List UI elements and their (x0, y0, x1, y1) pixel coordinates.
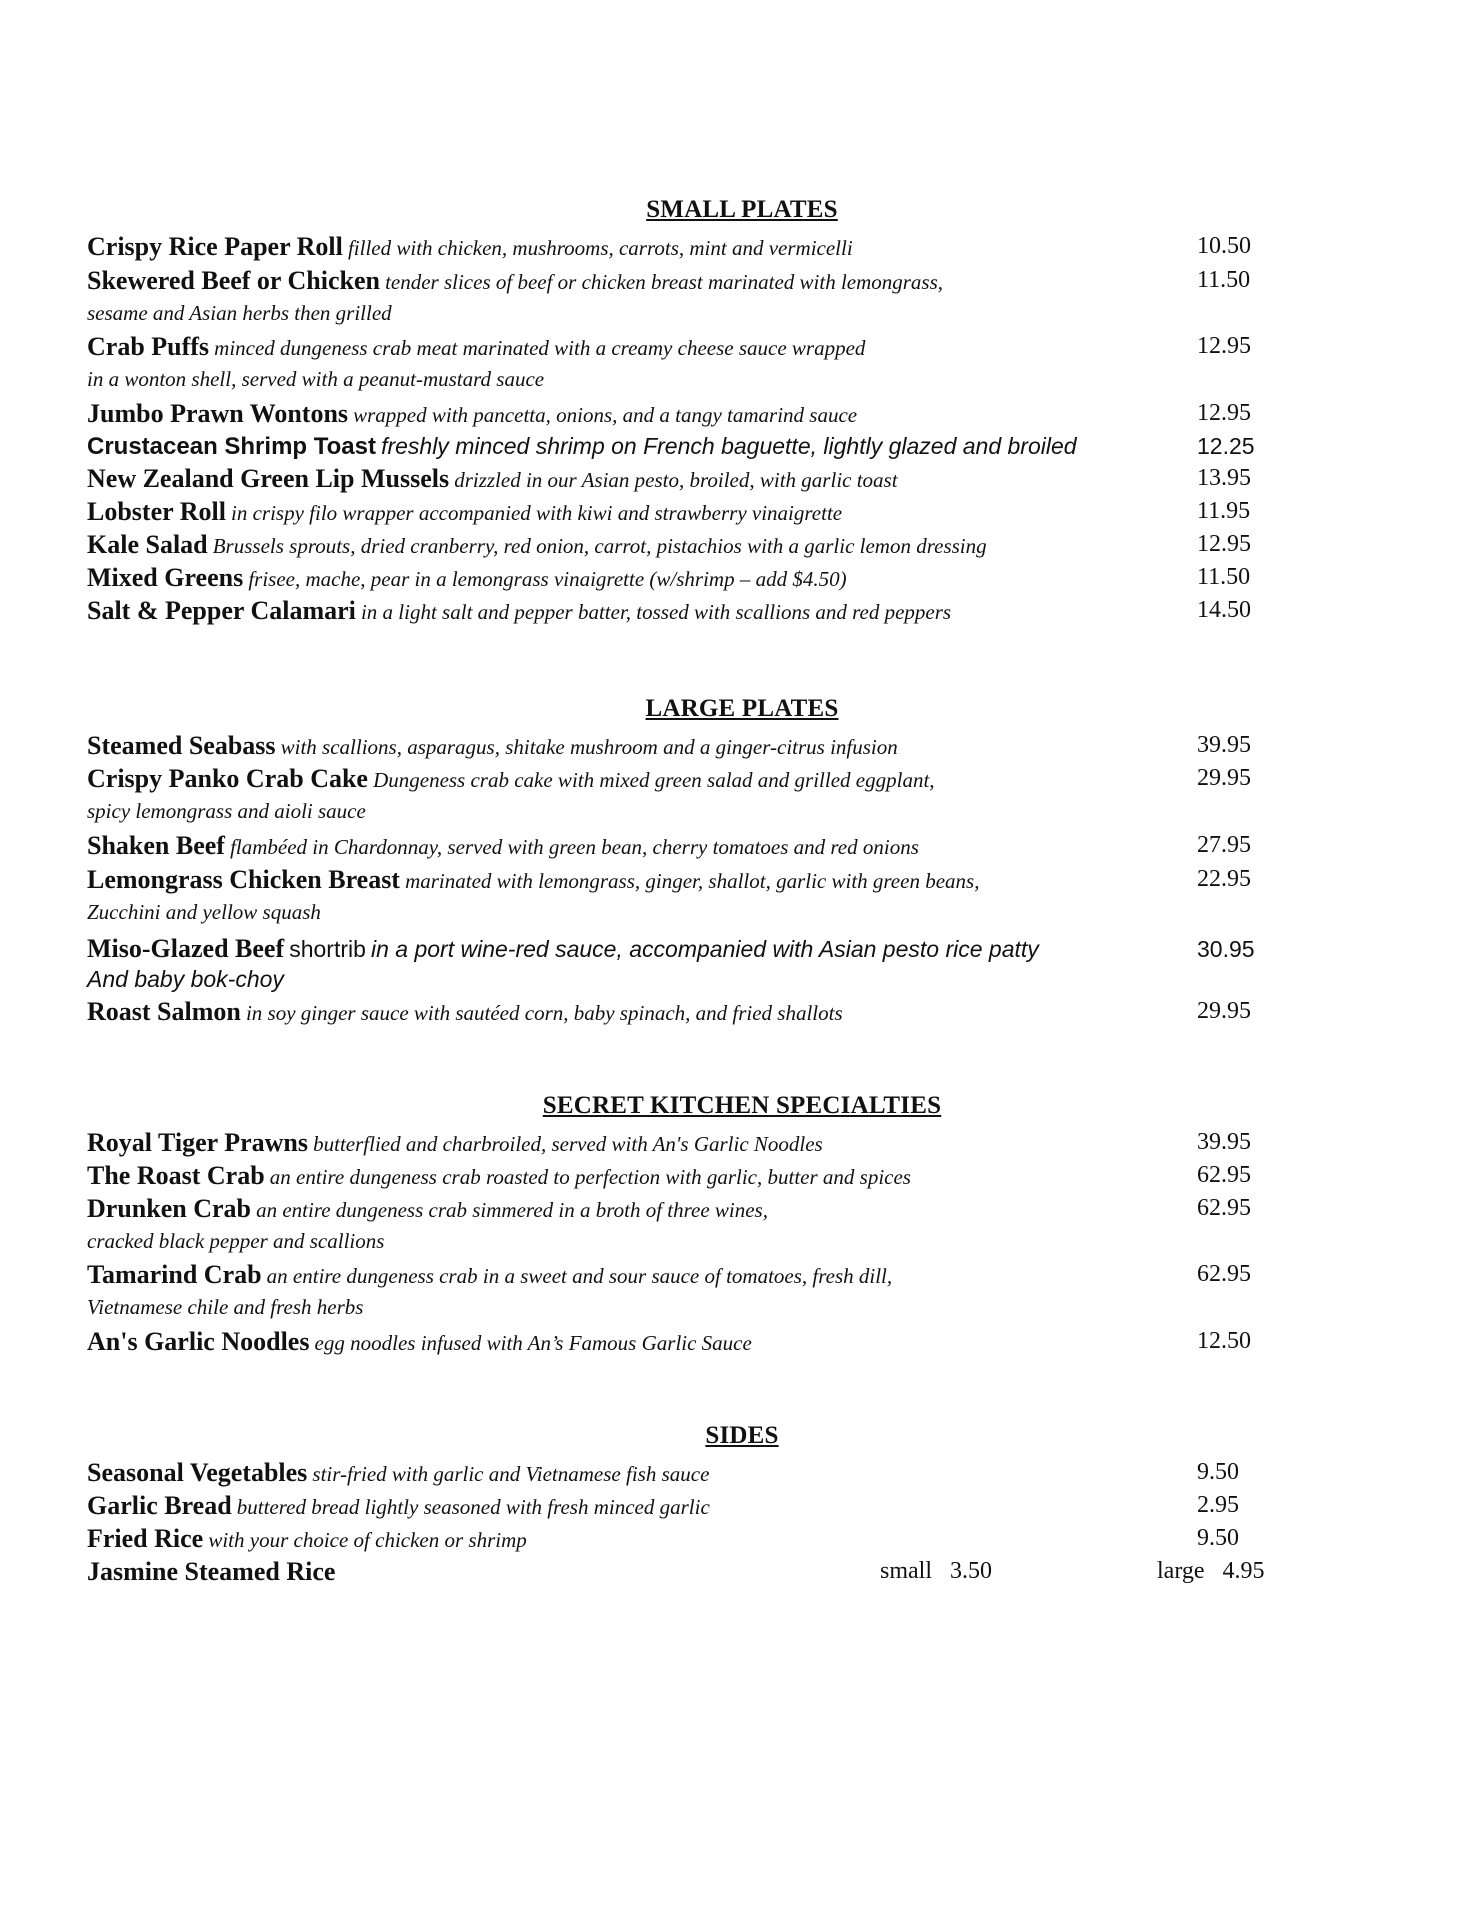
menu-item (87, 762, 1307, 828)
size-large-label: large (1157, 1558, 1205, 1584)
item-name: Roast Salmon (87, 997, 241, 1026)
item-name: Tamarind Crab (87, 1260, 262, 1289)
item-price: 14.50 (1197, 597, 1251, 623)
item-description: freshly minced shrimp on French baguette, lightly glazed and broiled (381, 433, 1077, 459)
menu-item (87, 995, 1307, 1028)
item-description: with scallions, asparagus, shitake mushroom and a ginger-citrus infusion (280, 735, 898, 759)
item-price: 12.95 (1197, 531, 1251, 557)
size-large (1157, 1555, 1265, 1588)
item-price: 11.50 (1197, 564, 1251, 590)
menu-item (87, 561, 1307, 594)
item-description: wrapped with pancetta, onions, and a tangy tamarind sauce (353, 403, 858, 427)
menu-item (87, 528, 1307, 561)
size-small (880, 1555, 992, 1588)
item-price: 39.95 (1197, 732, 1251, 758)
menu-item (87, 495, 1307, 528)
item-price: 9.50 (1197, 1459, 1239, 1485)
menu-item (87, 430, 1307, 463)
menu-item (87, 829, 1307, 862)
item-description: in a light salt and pepper batter, tossed with scallions and red peppers (360, 600, 952, 624)
item-name: Lemongrass Chicken Breast (87, 865, 400, 894)
item-price: 62.95 (1197, 1195, 1251, 1221)
menu-item (87, 1126, 1307, 1159)
item-name: Jasmine Steamed Rice (87, 1557, 336, 1586)
menu-item (87, 1159, 1307, 1192)
item-price: 22.95 (1197, 866, 1251, 892)
item-name: Royal Tiger Prawns (87, 1128, 309, 1157)
item-description-continued: Vietnamese chile and fresh herbs (87, 1295, 364, 1319)
size-small-price: 3.50 (950, 1558, 992, 1584)
section-title-large-plates: LARGE PLATES (645, 695, 839, 722)
menu-item (87, 1489, 1307, 1522)
section-title-small-plates: SMALL PLATES (646, 196, 838, 223)
item-description-continued: And baby bok-choy (87, 966, 284, 992)
item-price: 30.95 (1197, 936, 1255, 962)
item-description: buttered bread lightly seasoned with fresh minced garlic (236, 1495, 710, 1519)
item-description: tender slices of beef or chicken breast marinated with lemongrass, (385, 270, 944, 294)
menu-item (87, 1258, 1307, 1324)
menu-item (87, 397, 1307, 430)
item-price: 39.95 (1197, 1129, 1251, 1155)
item-description: with your choice of chicken or shrimp (208, 1528, 527, 1552)
item-name: Crustacean Shrimp Toast (87, 433, 376, 460)
item-name: Lobster Roll (87, 497, 226, 526)
menu-item (87, 594, 1307, 627)
item-description: in a port wine-red sauce, accompanied with Asian pesto rice patty (371, 936, 1039, 962)
item-description: flambéed in Chardonnay, served with green bean, cherry tomatoes and red onions (230, 835, 919, 859)
item-description-plain: shortrib (289, 936, 366, 962)
item-name: Shaken Beef (87, 831, 225, 860)
item-price: 11.50 (1197, 267, 1251, 293)
menu-item (87, 1192, 1307, 1258)
item-description: an entire dungeness crab in a sweet and sour sauce of tomatoes, fresh dill, (266, 1264, 893, 1288)
item-description-continued: cracked black pepper and scallions (87, 1229, 385, 1253)
item-price: 2.95 (1197, 1492, 1239, 1518)
item-name: Crispy Rice Paper Roll (87, 232, 343, 261)
item-description: stir-fried with garlic and Vietnamese fish sauce (312, 1462, 710, 1486)
item-description: Dungeness crab cake with mixed green salad and grilled eggplant, (373, 768, 935, 792)
item-description: an entire dungeness crab simmered in a broth of three wines, (256, 1198, 768, 1222)
item-price: 13.95 (1197, 465, 1251, 491)
item-description: an entire dungeness crab roasted to perfection with garlic, butter and spices (269, 1165, 911, 1189)
menu-item (87, 1522, 1307, 1555)
item-description: drizzled in our Asian pesto, broiled, with garlic toast (454, 468, 898, 492)
item-price: 12.25 (1197, 433, 1255, 459)
item-price: 12.50 (1197, 1328, 1251, 1354)
section-title-specialties: SECRET KITCHEN SPECIALTIES (542, 1092, 942, 1119)
menu-item (87, 230, 1307, 263)
menu-item (87, 863, 1307, 929)
menu-item (87, 1555, 1307, 1588)
item-name: Seasonal Vegetables (87, 1458, 308, 1487)
item-name: Crab Puffs (87, 332, 210, 361)
item-description: marinated with lemongrass, ginger, shallot, garlic with green beans, (405, 869, 980, 893)
item-description: egg noodles infused with An’s Famous Garlic Sauce (314, 1331, 752, 1355)
item-description-continued: Zucchini and yellow squash (87, 900, 321, 924)
item-description-continued: sesame and Asian herbs then grilled (87, 301, 392, 325)
item-name: Miso-Glazed Beef (87, 934, 285, 963)
item-price: 27.95 (1197, 832, 1251, 858)
item-name: Drunken Crab (87, 1194, 251, 1223)
menu-item (87, 1325, 1307, 1358)
item-description: frisee, mache, pear in a lemongrass vinaigrette (w/shrimp – add $4.50) (248, 567, 847, 591)
item-description-continued: spicy lemongrass and aioli sauce (87, 799, 366, 823)
item-name: Kale Salad (87, 530, 208, 559)
item-price: 62.95 (1197, 1261, 1251, 1287)
size-large-price: 4.95 (1222, 1558, 1265, 1584)
item-name: Fried Rice (87, 1524, 204, 1553)
item-name: Mixed Greens (87, 563, 244, 592)
item-name: New Zealand Green Lip Mussels (87, 464, 450, 493)
item-price: 9.50 (1197, 1525, 1239, 1551)
item-description: Brussels sprouts, dried cranberry, red onion, carrot, pistachios with a garlic lemon dressing (212, 534, 987, 558)
item-description: in soy ginger sauce with sautéed corn, baby spinach, and fried shallots (245, 1001, 843, 1025)
item-description: in crispy filo wrapper accompanied with kiwi and strawberry vinaigrette (231, 501, 843, 525)
item-name: The Roast Crab (87, 1161, 265, 1190)
item-price: 11.95 (1197, 498, 1251, 524)
item-name: Crispy Panko Crab Cake (87, 764, 368, 793)
menu-item (87, 729, 1307, 762)
item-description-continued: in a wonton shell, served with a peanut-mustard sauce (87, 367, 545, 391)
item-price: 10.50 (1197, 233, 1251, 259)
menu-item (87, 330, 1307, 396)
item-name: Salt & Pepper Calamari (87, 596, 356, 625)
item-price: 12.95 (1197, 400, 1251, 426)
item-description: minced dungeness crab meat marinated with a creamy cheese sauce wrapped (214, 336, 866, 360)
item-description: butterflied and charbroiled, served with An's Garlic Noodles (313, 1132, 823, 1156)
item-price: 29.95 (1197, 765, 1251, 791)
item-price: 62.95 (1197, 1162, 1251, 1188)
section-title-sides: SIDES (705, 1422, 779, 1449)
item-price: 12.95 (1197, 333, 1251, 359)
menu-item (87, 462, 1307, 495)
item-price: 29.95 (1197, 998, 1251, 1024)
menu-item (87, 264, 1307, 330)
menu-item (87, 934, 1307, 994)
item-name: Jumbo Prawn Wontons (87, 399, 349, 428)
item-name: An's Garlic Noodles (87, 1327, 310, 1356)
item-name: Steamed Seabass (87, 731, 276, 760)
size-small-label: small (880, 1558, 932, 1584)
menu-item (87, 1456, 1307, 1489)
item-description: filled with chicken, mushrooms, carrots, mint and vermicelli (347, 236, 853, 260)
item-name: Garlic Bread (87, 1491, 232, 1520)
item-name: Skewered Beef or Chicken (87, 266, 380, 295)
